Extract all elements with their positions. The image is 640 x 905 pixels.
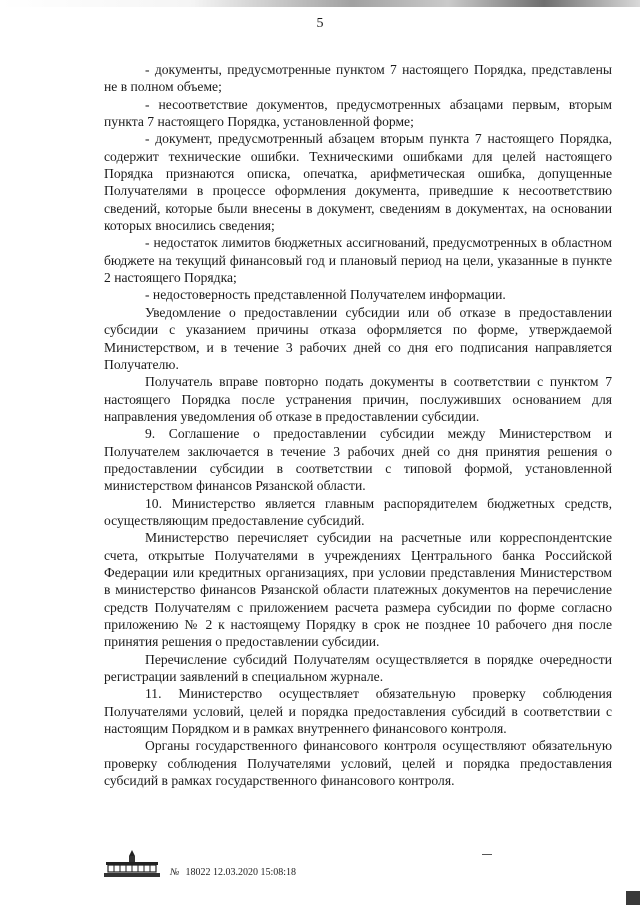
paragraph: Уведомление о предоставлении субсидии или об отказе в предоставлении субсидии с указанием причины отказа оформляется по форме, утверждаемой Министерством, и в течение 3 рабочих дней со дня его подписания направляется Получателю. — [104, 304, 612, 372]
paragraph: 11. Министерство осуществляет обязательную проверку соблюдения Получателями условий, целей и порядка предоставления субсидий в соответствии с настоящим Порядком и в рамках внутреннего финансового контроля. — [104, 686, 612, 737]
paragraph: - документы, предусмотренные пунктом 7 настоящего Порядка, представлены не в полном объеме; — [104, 62, 612, 95]
scan-corner — [626, 891, 640, 905]
document-body — [104, 61, 612, 789]
paragraph: 10. Министерство является главным распорядителем бюджетных средств, осуществляющим предоставление субсидий. — [104, 495, 612, 528]
paragraph: Перечисление субсидий Получателям осуществляется в порядке очередности регистрации заявлений в специальном журнале. — [104, 651, 612, 685]
paragraph: - недостаток лимитов бюджетных ассигнований, предусмотренных в областном бюджете на текущий финансовый год и плановый период на цели, указанные в пункте 2 настоящего Порядка; — [104, 235, 612, 286]
paragraph: Получатель вправе повторно подать документы в соответствии с пунктом 7 настоящего Порядка после устранения причин, послуживших основанием для направления уведомления об отказе в предоставлении субсидии. — [104, 374, 612, 424]
paragraph: - документ, предусмотренный абзацем вторым пункта 7 настоящего Порядка, содержит технические ошибки. Техническими ошибками для целей настоящего Порядка признаются описка, опечатка, арифметическая ошибка, допущенные Получателями в процессе оформления документа, приведшие к несоответствию сведений, которые были внесены в документ, сведениям в документах, на основании которых вносились сведения; — [104, 131, 612, 234]
paragraph: Органы государственного финансового контроля осуществляют обязательную проверку соблюдения Получателями условий, целей и порядка предоставления субсидий в рамках государственного финансового контроля. — [104, 738, 612, 789]
building-stamp-icon — [102, 848, 162, 880]
paragraph: 9. Соглашение о предоставлении субсидии между Министерством и Получателем заключается в течение 3 рабочих дней со дня принятия решения о предоставлении субсидии в соответствии с типовой формой, установленной министерством финансов Рязанской области. — [104, 426, 612, 494]
paragraph: - несоответствие документов, предусмотренных абзацами первым, вторым пункта 7 настоящего Порядка, установленной форме; — [104, 96, 612, 130]
scan-edge — [0, 0, 640, 7]
margin-mark — [482, 854, 492, 855]
registration-line — [170, 867, 296, 878]
paragraph: Министерство перечисляет субсидии на расчетные или корреспондентские счета, открытые Получателями в учреждениях Центрального банка Российской Федерации или кредитных организациях, при условии представления Министерством в министерство финансов Рязанской области платежных документов на перечисление средств Получателям с приложением расчета размера субсидии по форме согласно приложению № 2 к настоящему Порядку в срок не позднее 10 рабочего дня после принятия решения о предоставлении субсидии. — [104, 530, 612, 650]
registration-mark: № — [170, 867, 180, 878]
paragraph: - недостоверность представленной Получателем информации. — [145, 287, 506, 303]
page-number: 5 — [316, 16, 324, 31]
registration-info: 18022 12.03.2020 15:08:18 — [185, 867, 296, 878]
